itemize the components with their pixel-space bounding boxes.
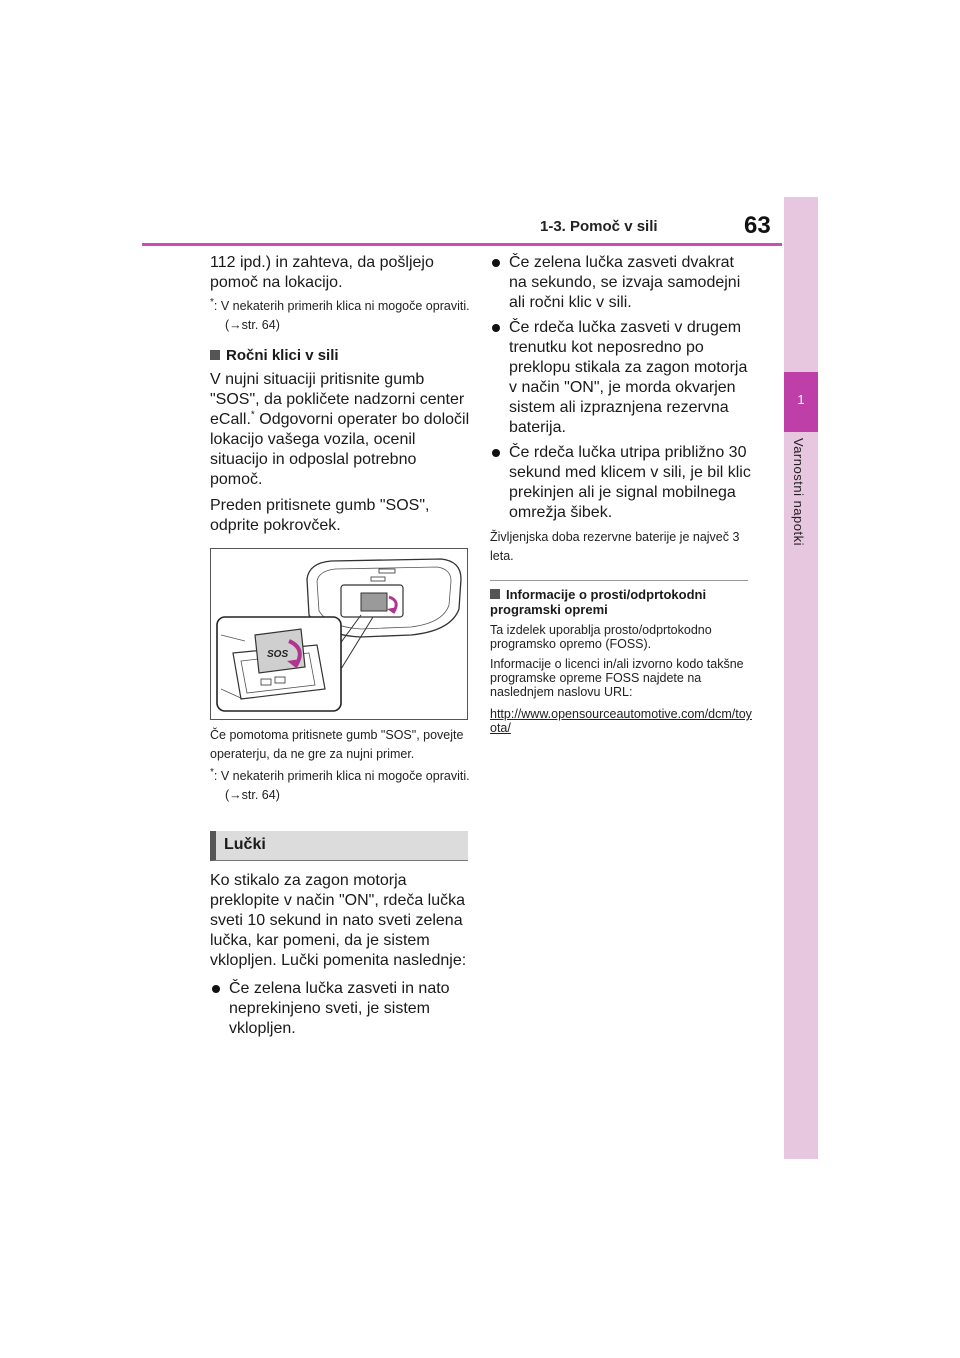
side-tab-strip bbox=[784, 197, 818, 1159]
paragraph-intro: 112 ipd.) in zahteva, da pošljejo pomoč na lokacijo. bbox=[210, 254, 434, 291]
side-tab-number: 1 bbox=[797, 392, 805, 407]
list-item: Če zelena lučka zasveti dvakrat na sekundo, se izvaja samodejni ali ročni klic v sili. bbox=[490, 253, 752, 313]
right-column bbox=[490, 253, 752, 735]
paragraph-sos: V nujni situaciji pritisnite gumb "SOS", da pokličete nadzorni center eCall.* Odgovorni operater bo določil lokacijo vašega vozila, ocenil situacijo in odposlal potrebno pomoč. bbox=[210, 371, 470, 488]
heading-manual-calls: Ročni klici v sili bbox=[210, 347, 472, 364]
footnote-1: *: V nekaterih primerih klica ni mogoče opraviti. (→str. 64) bbox=[210, 296, 470, 332]
list-item: Če rdeča lučka zasveti v drugem trenutku kot neposredno po preklopu stikala za zagon motorja v način "ON", je morda okvarjen sistem ali izpraznjena rezervna baterija. bbox=[490, 318, 752, 438]
footnote-2: *: V nekaterih primerih klica ni mogoče opraviti. (→str. 64) bbox=[210, 766, 470, 802]
foss-url-link[interactable]: http://www.opensourceautomotive.com/dcm/toyota/ bbox=[490, 707, 752, 735]
page-number: 63 bbox=[744, 212, 771, 239]
square-bullet-icon bbox=[210, 350, 220, 360]
section-divider bbox=[490, 580, 748, 581]
footnote-star: * bbox=[210, 766, 214, 778]
figure-sos-label: SOS bbox=[267, 649, 289, 660]
bullet-dot-icon bbox=[492, 449, 500, 457]
footnote-star: * bbox=[250, 409, 255, 421]
bullet-dot-icon bbox=[492, 259, 500, 267]
paragraph-foss-1: Ta izdelek uporablja prosto/odprtokodno programsko opremo (FOSS). bbox=[490, 623, 712, 651]
sos-button-illustration bbox=[210, 548, 468, 720]
heading-foss: Informacije o prosti/odprtokodni programski opremi bbox=[490, 587, 707, 617]
paragraph-open-cover: Preden pritisnete gumb "SOS", odprite pokrovček. bbox=[210, 497, 430, 534]
header-divider bbox=[142, 243, 782, 246]
square-bullet-icon bbox=[490, 589, 500, 599]
footnote-star: * bbox=[210, 296, 214, 308]
bullet-dot-icon bbox=[212, 985, 220, 993]
paragraph-lights: Ko stikalo za zagon motorja preklopite v način "ON", rdeča lučka sveti 10 sekund in nato sveti zelena lučka, kar pomeni, da je sistem vklopljen. Lučki pomenita naslednje: bbox=[210, 872, 467, 969]
section-heading-lights: Lučki bbox=[210, 831, 468, 861]
sos-illustration-svg bbox=[211, 549, 467, 719]
figure-caption: Če pomotoma pritisnete gumb "SOS", povejte operaterju, da ne gre za nujni primer. bbox=[210, 728, 464, 761]
side-tab-label: Varnostni napotki bbox=[791, 438, 806, 546]
lights-list-right bbox=[490, 253, 752, 523]
left-column bbox=[210, 253, 472, 1044]
list-item: Če zelena lučka zasveti in nato neprekinjeno sveti, je sistem vklopljen. bbox=[210, 979, 472, 1039]
bullet-dot-icon bbox=[492, 324, 500, 332]
paragraph-foss-2: Informacije o licenci in/ali izvorno kodo takšne programske opreme FOSS najdete na naslednjem naslovu URL: bbox=[490, 657, 744, 699]
section-title: 1-3. Pomoč v sili bbox=[540, 218, 658, 235]
lights-list-left bbox=[210, 979, 472, 1039]
list-item: Če rdeča lučka utripa približno 30 sekund med klicem v sili, je bil klic prekinjen ali je signal mobilnega omrežja šibek. bbox=[490, 443, 752, 523]
battery-note: Življenjska doba rezervne baterije je največ 3 leta. bbox=[490, 530, 740, 563]
